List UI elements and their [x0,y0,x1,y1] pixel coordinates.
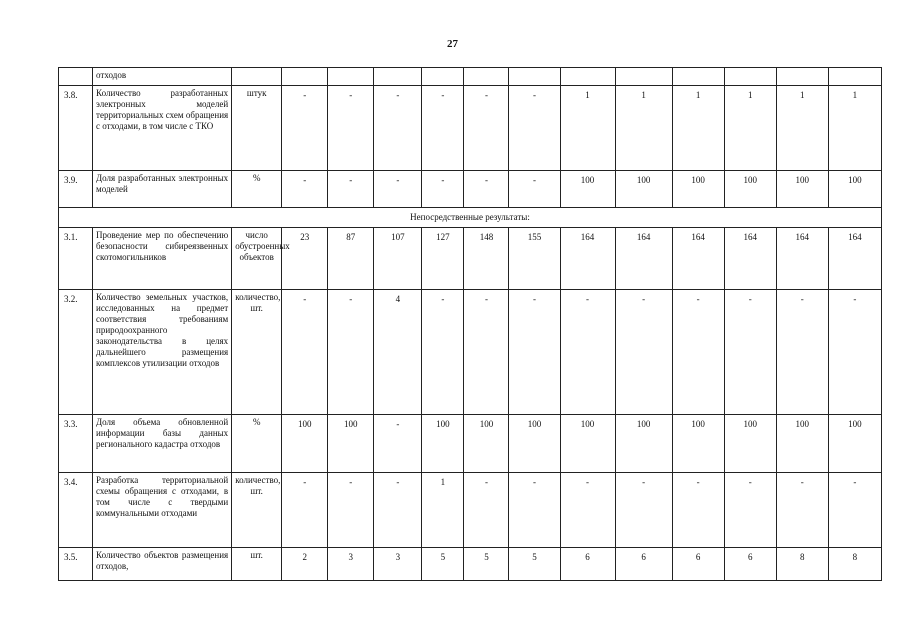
row-value: 164 [672,228,724,290]
row-value: - [328,290,374,415]
row-value: 100 [615,415,672,473]
row-indicator-name: Количество земельных участков, исследованных на предмет соответствия требованиям природоохранного законодательства в целях дальнейшего размещения комплексов утилизации отходов [93,290,232,415]
row-value: 100 [776,171,828,208]
row-value: 100 [422,415,464,473]
row-value: 6 [672,548,724,581]
row-value: - [509,171,560,208]
row-indicator-name: Проведение мер по обеспечению безопасности сибиреязвенных скотомогильников [93,228,232,290]
row-value: - [464,290,509,415]
rows-after-section [59,228,882,581]
row-value: - [776,473,828,548]
row-value: - [374,86,422,171]
row-indicator-name: Доля разработанных электронных моделей [93,171,232,208]
table-row [59,548,882,581]
row-value [374,68,422,86]
row-value: 100 [776,415,828,473]
row-value: 3 [374,548,422,581]
row-code [59,68,93,86]
row-unit: шт. [232,548,282,581]
row-code: 3.2. [59,290,93,415]
indicators-table [58,67,882,581]
row-value: - [776,290,828,415]
row-value: 100 [672,171,724,208]
row-value: - [374,171,422,208]
row-value: - [724,473,776,548]
row-value: - [560,473,615,548]
row-indicator-name: Количество разработанных электронных моделей территориальных схем обращения с отходами, в том числе с ТКО [93,86,232,171]
row-value: - [328,473,374,548]
section-header-row [59,208,882,228]
row-indicator-name: Количество объектов размещения отходов, [93,548,232,581]
row-value: - [828,473,881,548]
row-value: 100 [328,415,374,473]
row-value [509,68,560,86]
row-value: - [422,171,464,208]
row-value: 164 [828,228,881,290]
row-value: 127 [422,228,464,290]
rows-before-section [59,68,882,208]
row-code: 3.3. [59,415,93,473]
row-value: 6 [560,548,615,581]
row-value: 100 [282,415,328,473]
row-value: - [464,86,509,171]
row-value: 100 [828,171,881,208]
row-value: 164 [560,228,615,290]
row-value: - [422,86,464,171]
row-indicator-name: отходов [93,68,232,86]
row-value: 100 [724,415,776,473]
row-value: 100 [560,415,615,473]
row-value: - [724,290,776,415]
page-number: 27 [447,38,458,50]
row-value: - [509,86,560,171]
section-header-group [59,208,882,228]
row-value: 100 [672,415,724,473]
row-value: 1 [615,86,672,171]
row-value [464,68,509,86]
row-value: 1 [776,86,828,171]
section-header: Непосредственные результаты: [59,208,882,228]
row-value: 100 [464,415,509,473]
row-code: 3.5. [59,548,93,581]
row-value: 5 [422,548,464,581]
table-row [59,171,882,208]
row-value: 1 [672,86,724,171]
row-value: 6 [724,548,776,581]
row-value [615,68,672,86]
table-row [59,86,882,171]
row-value: 3 [328,548,374,581]
row-value: - [282,290,328,415]
row-value: 6 [615,548,672,581]
row-value: - [509,473,560,548]
row-value: - [422,290,464,415]
row-unit: число обустроенных объектов [232,228,282,290]
row-value: 100 [560,171,615,208]
row-value [828,68,881,86]
row-value [328,68,374,86]
row-unit [232,68,282,86]
row-value [560,68,615,86]
row-value: - [464,473,509,548]
row-value [282,68,328,86]
row-indicator-name: Разработка территориальной схемы обращения с отходами, в том числе с твердыми коммунальными отходами [93,473,232,548]
row-code: 3.4. [59,473,93,548]
row-value: 164 [615,228,672,290]
row-value: 100 [828,415,881,473]
row-value: - [282,171,328,208]
row-value: 4 [374,290,422,415]
row-value: 1 [828,86,881,171]
row-value: 1 [560,86,615,171]
row-value: - [464,171,509,208]
row-unit: количество, шт. [232,473,282,548]
row-unit: количество, шт. [232,290,282,415]
row-unit: % [232,171,282,208]
row-value: 1 [422,473,464,548]
table-row [59,228,882,290]
row-value: 100 [724,171,776,208]
row-value: 8 [776,548,828,581]
row-value: 100 [509,415,560,473]
table-row [59,415,882,473]
row-value: 107 [374,228,422,290]
row-unit: штук [232,86,282,171]
row-value: - [615,473,672,548]
row-value: 164 [724,228,776,290]
table-row [59,68,882,86]
table-row [59,473,882,548]
row-value: 87 [328,228,374,290]
row-value: - [374,473,422,548]
row-value: 5 [509,548,560,581]
table-row [59,290,882,415]
row-value: 8 [828,548,881,581]
row-value: 164 [776,228,828,290]
row-code: 3.9. [59,171,93,208]
row-value: 23 [282,228,328,290]
row-value: - [672,473,724,548]
row-code: 3.8. [59,86,93,171]
row-value [672,68,724,86]
row-value: - [560,290,615,415]
row-value [724,68,776,86]
row-value: 148 [464,228,509,290]
row-value: 155 [509,228,560,290]
row-value: 1 [724,86,776,171]
row-code: 3.1. [59,228,93,290]
row-value: - [282,86,328,171]
row-value: 5 [464,548,509,581]
row-value: - [328,86,374,171]
row-value [422,68,464,86]
row-value: - [374,415,422,473]
row-value: - [828,290,881,415]
row-value [776,68,828,86]
row-value: - [672,290,724,415]
row-value: - [615,290,672,415]
row-value: 2 [282,548,328,581]
row-value: - [328,171,374,208]
row-indicator-name: Доля объема обновленной информации базы данных регионального кадастра отходов [93,415,232,473]
row-unit: % [232,415,282,473]
row-value: 100 [615,171,672,208]
row-value: - [282,473,328,548]
row-value: - [509,290,560,415]
